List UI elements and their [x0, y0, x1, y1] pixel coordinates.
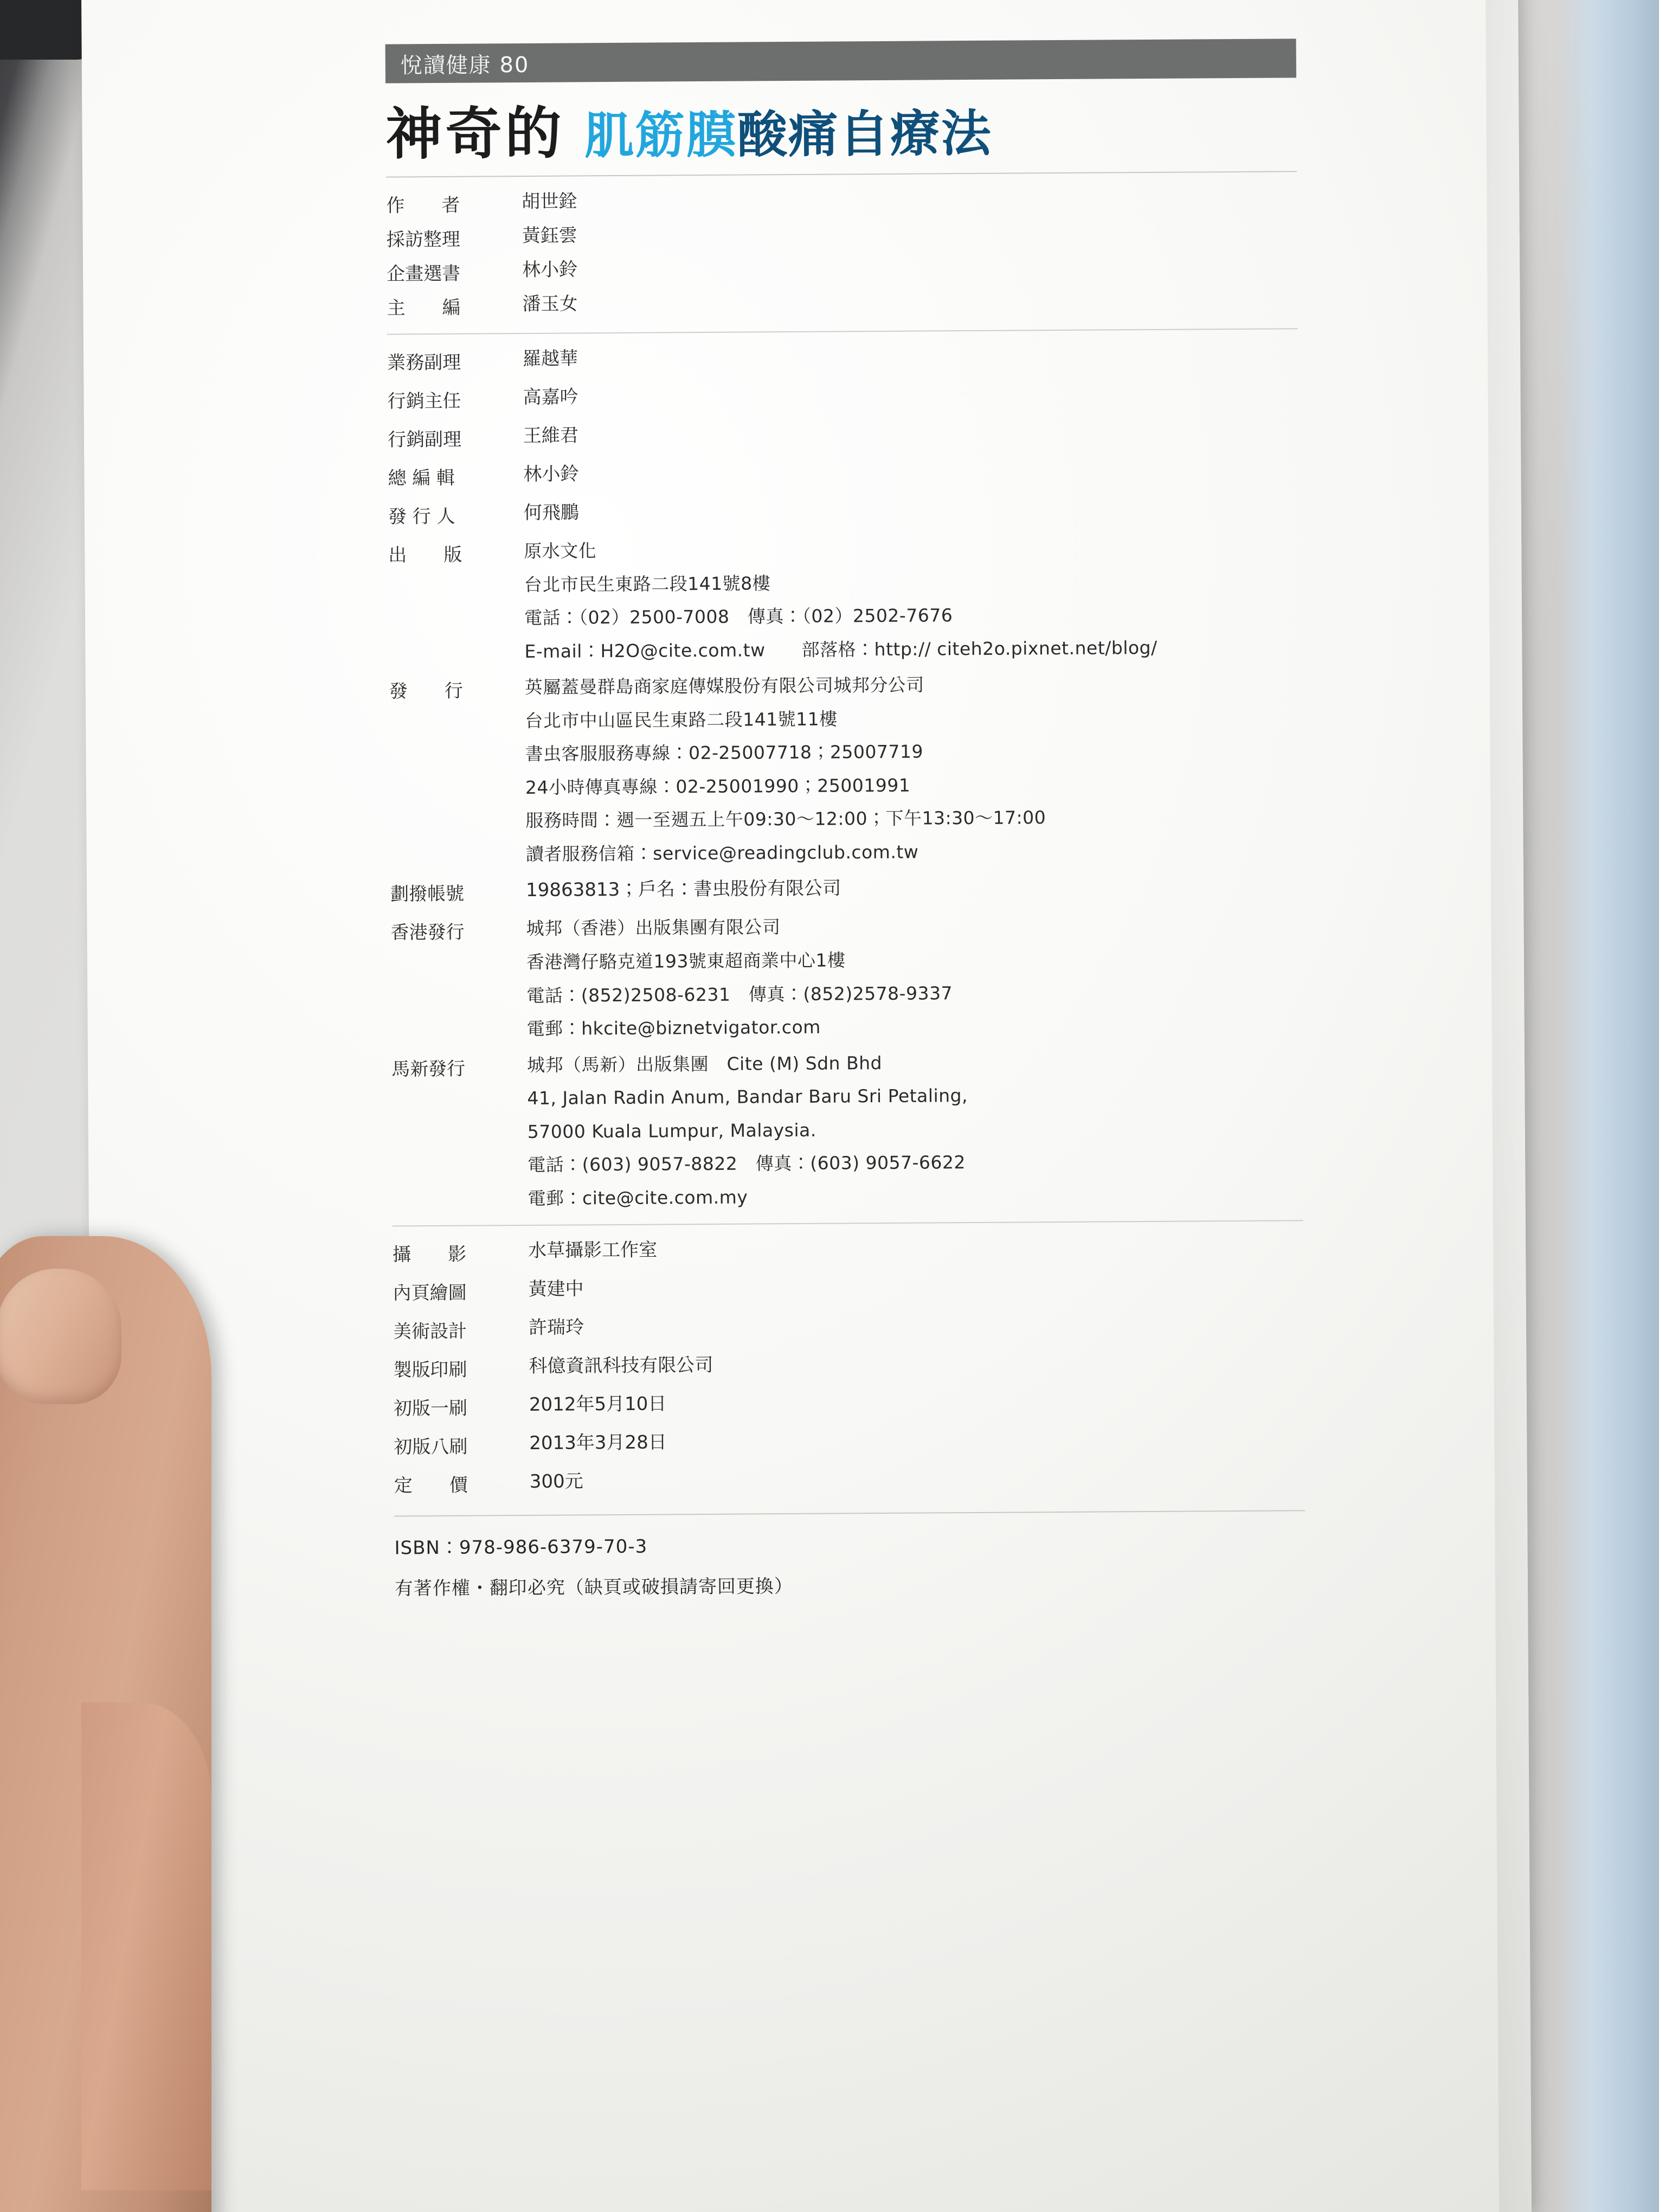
divider-above-isbn [394, 1510, 1305, 1517]
hongkong-line: 電話：(852)2508-6231 傳真：(852)2578-9337 [526, 982, 953, 1006]
production-row [394, 1388, 1369, 1420]
publisher-row [388, 535, 1365, 665]
account-value: 19863813；戶名：書虫股份有限公司 [525, 877, 841, 902]
credit-row [388, 458, 1364, 490]
credit-row [387, 287, 1362, 320]
credit-label: 企畫選書 [387, 262, 461, 285]
credit-value: 胡世銓 [522, 190, 577, 213]
credit-value: 高嘉吟 [523, 386, 578, 409]
credit-label: 主 編 [387, 297, 461, 319]
production-block [393, 1234, 1370, 1497]
production-value: 黃建中 [528, 1278, 584, 1301]
publisher-label: 出 版 [388, 544, 462, 567]
distribution-line: 台北市中山區民生東路二段141號11樓 [525, 708, 838, 731]
hongkong-label: 香港發行 [390, 922, 465, 944]
book-copyright-page [81, 0, 1532, 2212]
hongkong-value [526, 915, 953, 1041]
publisher-line: 電話：（02）2500-7008 傳真：（02）2502-7676 [524, 605, 953, 629]
credit-label: 行銷副理 [387, 428, 462, 451]
publisher-line: 原水文化 [524, 540, 597, 562]
credit-label: 發 行 人 [388, 505, 455, 528]
credit-label: 總 編 輯 [388, 467, 455, 490]
credit-row [386, 185, 1362, 217]
credit-label: 採訪整理 [386, 228, 460, 251]
distribution-line: 24小時傳真專線：02-25001990；25001991 [525, 774, 911, 798]
malaysia-line: 電話：(603) 9057-8822 傳真：(603) 9057-6622 [528, 1152, 966, 1176]
credit-value: 林小鈴 [522, 259, 578, 281]
malaysia-line: 電郵：cite@cite.com.my [528, 1186, 748, 1209]
hongkong-line: 城邦（香港）出版集團有限公司 [526, 916, 781, 940]
credit-value: 林小鈴 [523, 463, 579, 486]
hand-holding-book [0, 1236, 211, 2212]
malaysia-line: 57000 Kuala Lumpur, Malaysia. [527, 1119, 816, 1142]
divider-under-primary-credits [387, 328, 1298, 335]
production-row [393, 1311, 1369, 1343]
production-row [393, 1272, 1368, 1305]
production-value: 許瑞玲 [528, 1316, 584, 1339]
page-edge-blue-strip [1556, 0, 1659, 2212]
malaysia-line: 城邦（馬新）出版集團 Cite (M) Sdn Bhd [526, 1052, 883, 1076]
production-value: 科億資訊科技有限公司 [529, 1354, 713, 1378]
publisher-value [524, 536, 1158, 664]
production-label: 攝 影 [393, 1244, 467, 1266]
distribution-label: 發 行 [389, 680, 463, 703]
malaysia-label: 馬新發行 [391, 1058, 466, 1081]
production-label: 初版八刷 [394, 1436, 468, 1458]
distribution-line: 讀者服務信箱：service@readingclub.com.tw [525, 841, 919, 865]
credit-value: 王維君 [523, 425, 579, 447]
series-band [385, 38, 1296, 83]
malaysia-value [527, 1051, 968, 1211]
credit-row [387, 342, 1363, 375]
production-label: 內頁繪圖 [393, 1282, 467, 1304]
title-blue-dark: 酸痛自療法 [737, 104, 992, 164]
price-value: 300元 [529, 1470, 583, 1493]
thumbnail [0, 1269, 121, 1404]
credit-value: 何飛鵬 [523, 501, 579, 524]
book-title [385, 92, 1362, 168]
distribution-line: 英屬蓋曼群島商家庭傳媒股份有限公司城邦分公司 [524, 674, 924, 698]
credit-row [387, 219, 1362, 252]
credit-row [387, 253, 1362, 286]
production-value: 2012年5月10日 [529, 1393, 667, 1416]
credit-value: 潘玉女 [522, 293, 578, 316]
credit-value: 黃鈺雲 [522, 224, 577, 247]
finger [81, 1702, 211, 2190]
production-row [394, 1426, 1369, 1459]
credit-value: 羅越華 [522, 348, 578, 370]
production-row [393, 1349, 1369, 1382]
distribution-row [389, 671, 1366, 867]
production-row [393, 1234, 1368, 1266]
divider-under-title [386, 171, 1297, 177]
price-label: 定 價 [394, 1475, 468, 1497]
distribution-line: 書虫客服服務專線：02-25007718；25007719 [525, 741, 924, 765]
production-label: 製版印刷 [393, 1359, 467, 1381]
malaysia-row [391, 1048, 1368, 1212]
production-label: 初版一刷 [393, 1398, 468, 1420]
production-value: 2013年3月28日 [529, 1431, 667, 1455]
hongkong-line: 電郵：hkcite@biznetvigator.com [526, 1016, 821, 1040]
credits-primary-block [386, 185, 1362, 320]
title-blue-light: 肌筋膜 [584, 106, 737, 165]
publisher-line: 台北市民生東路二段141號8樓 [524, 572, 771, 595]
distribution-value [525, 672, 1046, 866]
title-part-blue [584, 104, 992, 165]
publisher-line: E-mail：H2O@cite.com.tw 部落格：http:// citeh2o.pixnet.net/blog/ [524, 636, 1158, 662]
hongkong-row [390, 912, 1367, 1042]
credits-staff-block [387, 342, 1368, 1212]
production-value: 水草攝影工作室 [528, 1239, 658, 1262]
malaysia-line: 41, Jalan Radin Anum, Bandar Baru Sri Petaling, [527, 1085, 968, 1109]
copyright-notice: 有著作權・翻印必究（缺頁或破損請寄回更換） [394, 1576, 794, 1600]
credit-row [388, 496, 1364, 529]
credit-row [387, 381, 1363, 413]
credit-label: 業務副理 [387, 351, 461, 374]
isbn-text: ISBN：978-986-6379-70-3 [394, 1536, 648, 1559]
hongkong-line: 香港灣仔駱克道193號東超商業中心1樓 [526, 949, 846, 973]
credit-row [388, 419, 1364, 452]
distribution-line: 服務時間：週一至週五上午09:30～12:00；下午13:30～17:00 [525, 807, 1046, 832]
production-label: 美術設計 [393, 1321, 467, 1343]
account-label: 劃撥帳號 [390, 883, 465, 906]
credit-label: 行銷主任 [387, 390, 461, 413]
divider-above-production [393, 1220, 1303, 1227]
series-label: 悅讀健康 80 [400, 52, 530, 78]
account-row [390, 873, 1366, 906]
credit-label: 作 者 [386, 194, 460, 217]
title-part-black: 神奇的 [385, 100, 565, 168]
production-row [394, 1465, 1370, 1497]
